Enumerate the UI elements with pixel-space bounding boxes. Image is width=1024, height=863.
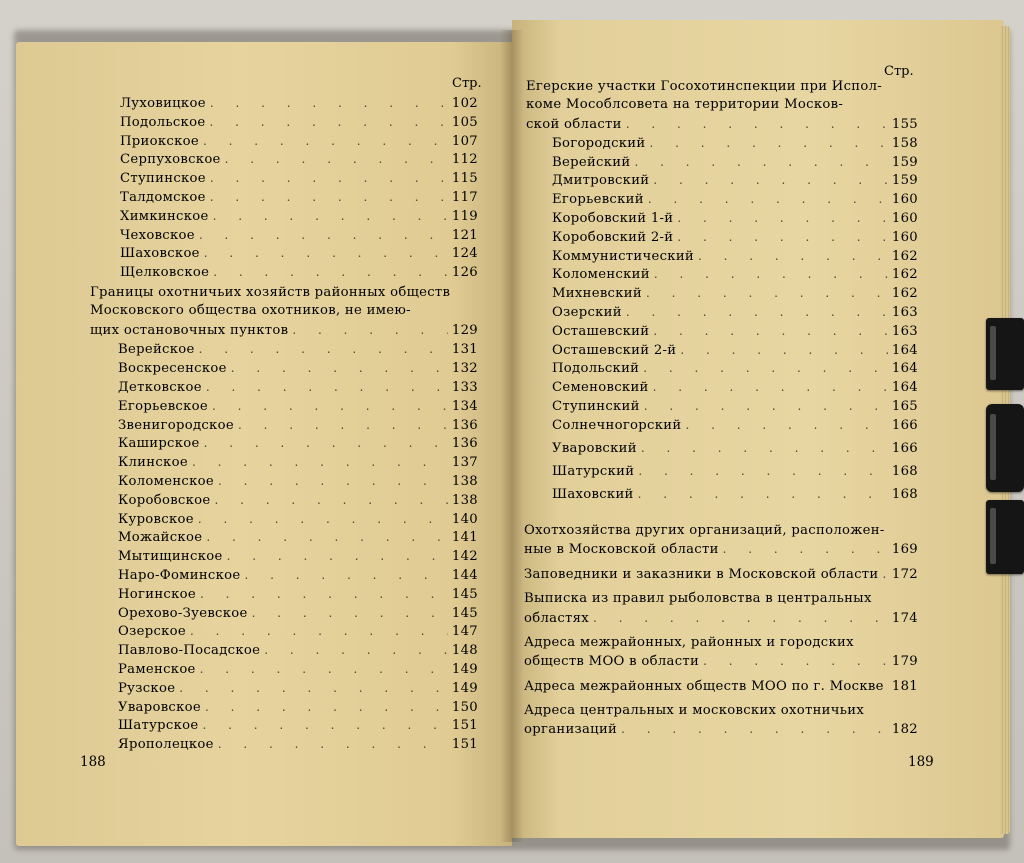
leader-dots — [621, 720, 888, 738]
toc-entry-page: 131 — [451, 342, 478, 358]
toc-entry-title: Ярополецкое — [118, 737, 214, 753]
toc-entry-title: Богородский — [552, 135, 646, 151]
toc-entry-title: Ступинское — [120, 171, 206, 187]
leader-dots — [698, 247, 888, 265]
leader-dots — [204, 244, 448, 262]
toc-entry-page: 105 — [451, 114, 478, 130]
leader-dots — [213, 207, 448, 225]
toc-entry — [118, 528, 478, 547]
toc-entry — [118, 416, 478, 435]
toc-section-entry — [524, 540, 918, 559]
leader-dots — [593, 609, 888, 627]
toc-entry-title: Приокское — [120, 133, 199, 149]
leader-dots — [646, 284, 888, 302]
toc-section-entry — [524, 609, 918, 628]
toc-entry-title: Коробовский 2-й — [552, 229, 674, 245]
toc-entry-title: Осташевский — [552, 323, 650, 339]
toc-entry — [118, 660, 478, 679]
toc-entry-page: 163 — [891, 305, 918, 320]
toc-entry — [118, 434, 478, 453]
toc-section-line: коме Мособлсовета на территории Москов- — [526, 97, 844, 113]
toc-entry-page: 141 — [451, 530, 478, 546]
toc-entry-title: Ногинское — [118, 586, 196, 602]
toc-entry-page: 145 — [451, 605, 478, 621]
leader-dots — [206, 378, 448, 396]
toc-entry-page: 129 — [451, 322, 478, 338]
leader-dots — [654, 265, 888, 283]
toc-entry-page: 136 — [451, 436, 478, 452]
toc-entry — [120, 113, 478, 132]
toc-entry-title: Можайское — [118, 530, 203, 546]
toc-entry-page: 162 — [891, 248, 918, 264]
toc-entry-page: 102 — [451, 96, 478, 111]
toc-entry — [552, 359, 918, 378]
toc-entry-title: Серпуховское — [120, 152, 221, 168]
toc-entry-title: Коробовский 1-й — [552, 211, 674, 226]
leader-dots — [204, 434, 448, 452]
toc-entry-page: 121 — [451, 227, 478, 243]
toc-entry — [118, 340, 478, 359]
toc-entry-title: Орехово-Зуевское — [118, 605, 248, 621]
toc-entry-title: щих остановочных пунктов — [90, 322, 289, 338]
toc-entry — [552, 397, 918, 416]
toc-section-entry — [524, 677, 918, 696]
right-column-label: Стр. — [884, 64, 914, 79]
toc-entry — [552, 171, 918, 190]
toc-entry-page: 151 — [451, 718, 478, 734]
toc-entry — [120, 244, 478, 263]
toc-entry-title: Верейское — [118, 342, 195, 358]
toc-entry-page: 168 — [891, 486, 918, 502]
toc-entry-page: 133 — [451, 379, 478, 395]
leader-dots — [218, 735, 448, 753]
toc-entry-title: Звенигородское — [118, 417, 234, 433]
toc-entry-title: Наро-Фоминское — [118, 567, 241, 583]
toc-entry-page: 124 — [451, 246, 478, 262]
toc-entry — [552, 190, 918, 209]
toc-entry-title: ные в Московской области — [524, 542, 719, 558]
leader-dots — [653, 171, 888, 189]
leader-dots — [634, 153, 887, 171]
toc-entry — [118, 716, 478, 735]
toc-entry — [552, 439, 918, 458]
toc-entry-title: Подольское — [120, 114, 206, 130]
leader-dots — [227, 547, 448, 565]
leader-dots — [677, 209, 888, 227]
toc-entry-page: 132 — [451, 361, 478, 377]
toc-entry — [118, 679, 478, 698]
toc-entry-page: 149 — [451, 680, 478, 696]
toc-entry — [118, 622, 478, 641]
toc-entry — [552, 228, 918, 247]
toc-entry — [120, 226, 478, 245]
leader-dots — [680, 341, 888, 359]
toc-section-entry — [526, 115, 918, 134]
toc-entry-page: 168 — [891, 463, 918, 479]
toc-entry — [120, 207, 478, 226]
leader-dots — [202, 716, 447, 734]
toc-entry — [552, 303, 918, 322]
toc-entry-page: 126 — [451, 265, 478, 281]
leader-dots — [231, 359, 448, 377]
toc-entry — [118, 453, 478, 472]
toc-entry-title: Адреса межрайонных обществ МОО по г. Москве — [524, 679, 884, 694]
toc-section-line: Границы охотничьих хозяйств районных обществ — [90, 285, 451, 300]
toc-entry-page: 164 — [891, 380, 918, 396]
toc-entry-title: Талдомское — [120, 190, 206, 205]
toc-entry-title: Уваровское — [118, 699, 201, 715]
toc-entry-title: Куровское — [118, 511, 194, 527]
leader-dots — [190, 622, 448, 640]
toc-section-entry — [90, 321, 478, 340]
toc-entry-page: 140 — [451, 511, 478, 527]
toc-entry-title: Шаховское — [120, 246, 200, 262]
toc-entry-title: Коломенский — [552, 267, 650, 283]
toc-entry-page: 182 — [891, 722, 918, 738]
toc-entry-page: 181 — [891, 679, 918, 694]
leader-dots — [653, 378, 888, 396]
leader-dots — [638, 485, 888, 503]
leader-dots — [215, 491, 448, 509]
toc-entry-title: Семеновский — [552, 380, 649, 396]
leader-dots — [205, 698, 448, 716]
leader-dots — [264, 641, 448, 659]
toc-entry-page: 158 — [891, 135, 918, 151]
toc-section-line: Охотхозяйства других организаций, расположен- — [524, 522, 885, 538]
toc-entry-page: 163 — [891, 323, 918, 339]
toc-entry-title: Чеховское — [120, 227, 195, 243]
toc-entry-title: Павлово-Посадское — [118, 643, 261, 659]
toc-entry-page: 166 — [891, 440, 918, 456]
toc-entry — [118, 491, 478, 510]
toc-entry-page: 136 — [451, 417, 478, 433]
toc-entry-page: 145 — [451, 586, 478, 602]
toc-entry-page: 162 — [891, 286, 918, 302]
toc-entry-page: 159 — [891, 154, 918, 170]
left-page-number: 188 — [80, 754, 106, 770]
toc-entry — [118, 510, 478, 529]
toc-entry-page: 144 — [451, 567, 478, 583]
toc-entry — [120, 188, 478, 207]
leader-dots — [192, 453, 448, 471]
toc-entry-title: Озерское — [118, 624, 187, 640]
toc-section-line: Московского общества охотников, не имею- — [90, 303, 411, 319]
leader-dots — [198, 510, 448, 528]
toc-entry-page: 142 — [451, 549, 478, 565]
toc-entry-title: Воскресенское — [118, 361, 227, 377]
toc-entry-title: Верейский — [552, 154, 631, 170]
toc-entry — [552, 265, 918, 284]
leader-dots — [203, 132, 448, 150]
leader-dots — [210, 188, 448, 206]
toc-entry — [118, 547, 478, 566]
leader-dots — [210, 94, 448, 112]
toc-entry — [120, 132, 478, 151]
toc-entry-title: Луховицкое — [120, 96, 206, 111]
toc-entry-title: Осташевский 2-й — [552, 342, 677, 358]
toc-entry — [552, 322, 918, 341]
leader-dots — [641, 439, 888, 457]
toc-entry — [120, 169, 478, 188]
toc-entry — [552, 153, 918, 172]
toc-entry-title: Коробовское — [118, 492, 211, 508]
toc-entry-page: 147 — [451, 624, 478, 640]
toc-entry — [552, 378, 918, 397]
toc-entry-page: 164 — [891, 361, 918, 377]
toc-entry-title: Подольский — [552, 361, 640, 377]
toc-entry — [118, 397, 478, 416]
toc-entry-title: Мытищинское — [118, 549, 223, 565]
toc-entry — [552, 462, 918, 481]
toc-entry — [552, 134, 918, 153]
toc-entry-page: 160 — [891, 211, 918, 226]
toc-entry-page: 137 — [451, 455, 478, 471]
leader-dots — [218, 472, 448, 490]
toc-entry — [118, 641, 478, 660]
toc-entry-page: 164 — [891, 342, 918, 358]
toc-entry-page: 107 — [451, 133, 478, 149]
toc-entry — [120, 150, 478, 169]
toc-entry-title: Егорьевский — [552, 192, 644, 208]
toc-entry-page: 155 — [891, 116, 918, 132]
toc-entry-page: 172 — [891, 567, 918, 583]
leader-dots — [199, 226, 448, 244]
toc-entry-title: Коломенское — [118, 473, 214, 489]
toc-entry — [120, 263, 478, 282]
toc-entry — [552, 209, 918, 228]
toc-entry-page: 174 — [891, 610, 918, 626]
leader-dots — [626, 303, 888, 321]
leader-dots — [200, 660, 448, 678]
toc-entry — [118, 585, 478, 604]
toc-section-line: Выписка из правил рыболовства в центральных — [524, 591, 872, 607]
toc-entry-page: 160 — [891, 229, 918, 245]
leader-dots — [685, 416, 887, 434]
leader-dots — [206, 528, 448, 546]
toc-entry — [118, 566, 478, 585]
book-gutter — [500, 30, 524, 842]
toc-entry-page: 134 — [451, 398, 478, 414]
toc-entry-title: Химкинское — [120, 208, 209, 224]
toc-entry-page: 165 — [891, 399, 918, 414]
right-page-number: 189 — [908, 754, 934, 770]
leader-dots — [209, 113, 447, 131]
leader-dots — [200, 585, 448, 603]
toc-entry — [552, 485, 918, 504]
leader-dots — [199, 340, 448, 358]
toc-entry-title: ской области — [526, 116, 622, 132]
leader-dots — [723, 540, 888, 558]
toc-entry — [118, 604, 478, 623]
toc-entry-title: Раменское — [118, 661, 196, 677]
leader-dots — [213, 263, 448, 281]
toc-entry-page: 169 — [891, 542, 918, 558]
toc-entry-page: 112 — [451, 152, 478, 168]
toc-entry-page: 166 — [891, 417, 918, 433]
toc-entry — [552, 341, 918, 360]
toc-section-entry — [524, 565, 918, 584]
toc-section-entry — [524, 652, 918, 671]
toc-entry-title: Михневский — [552, 286, 642, 302]
left-column-label: Стр. — [452, 76, 482, 91]
toc-entry-title: Коммунистический — [552, 248, 695, 264]
leader-dots — [252, 604, 448, 622]
toc-entry — [118, 735, 478, 754]
toc-entry-page: 160 — [891, 192, 918, 208]
toc-entry — [552, 284, 918, 303]
leader-dots — [245, 566, 448, 584]
leader-dots — [179, 679, 448, 697]
toc-entry — [118, 359, 478, 378]
toc-entry-title: организаций — [524, 722, 618, 738]
toc-entry-title: Каширское — [118, 436, 200, 452]
toc-entry-page: 159 — [891, 173, 918, 189]
toc-entry-title: областях — [524, 610, 589, 626]
toc-entry-title: Заповедники и заказники в Московской области — [524, 567, 879, 583]
toc-entry — [118, 472, 478, 491]
toc-entry-page: 149 — [451, 661, 478, 677]
toc-entry-page: 138 — [451, 473, 478, 489]
leader-dots — [653, 322, 888, 340]
toc-entry — [552, 416, 918, 435]
leader-dots — [225, 150, 448, 168]
leader-dots — [703, 652, 888, 670]
toc-entry-page: 162 — [891, 267, 918, 283]
toc-entry-title: обществ МОО в области — [524, 654, 700, 669]
toc-entry-title: Уваровский — [552, 440, 637, 456]
toc-entry — [118, 378, 478, 397]
toc-entry-page: 151 — [451, 737, 478, 753]
toc-entry-page: 117 — [451, 190, 478, 205]
leader-dots — [677, 228, 888, 246]
leader-dots — [650, 134, 888, 152]
toc-entry-title: Рузское — [118, 680, 176, 696]
toc-entry-title: Озерский — [552, 305, 622, 320]
toc-entry-page: 148 — [451, 643, 478, 659]
leader-dots — [644, 397, 888, 415]
toc-entry-title: Щелковское — [120, 265, 210, 281]
toc-entry — [552, 247, 918, 266]
toc-entry-title: Шатурский — [552, 463, 635, 479]
toc-entry-page: 138 — [451, 492, 478, 508]
toc-entry-title: Детковское — [118, 379, 202, 395]
toc-entry-title: Шаховский — [552, 486, 634, 502]
leader-dots — [210, 169, 448, 187]
toc-entry-page: 150 — [451, 699, 478, 715]
toc-entry-title: Дмитровский — [552, 173, 650, 189]
toc-entry-title: Клинское — [118, 455, 188, 471]
leader-dots — [238, 416, 448, 434]
toc-section-line: Адреса межрайонных, районных и городских — [524, 634, 854, 650]
toc-entry-title: Ступинский — [552, 399, 640, 414]
toc-entry-title: Шатурское — [118, 718, 199, 734]
toc-entry-page: 179 — [891, 654, 918, 669]
toc-entry-title: Егорьевское — [118, 398, 208, 414]
leader-dots — [626, 115, 888, 133]
leader-dots — [648, 190, 888, 208]
toc-entry-page: 119 — [451, 208, 478, 224]
toc-section-line: Егерские участки Госохотинспекции при Испол- — [526, 79, 883, 94]
leader-dots — [643, 359, 888, 377]
leader-dots — [882, 565, 887, 583]
leader-dots — [638, 462, 888, 480]
leader-dots — [212, 397, 448, 415]
toc-entry-page: 115 — [451, 171, 478, 187]
toc-section-entry — [524, 720, 918, 739]
toc-entry — [120, 94, 478, 113]
toc-section-line: Адреса центральных и московских охотничьих — [524, 703, 865, 718]
toc-entry — [118, 698, 478, 717]
leader-dots — [292, 321, 448, 339]
toc-entry-title: Солнечногорский — [552, 417, 682, 433]
